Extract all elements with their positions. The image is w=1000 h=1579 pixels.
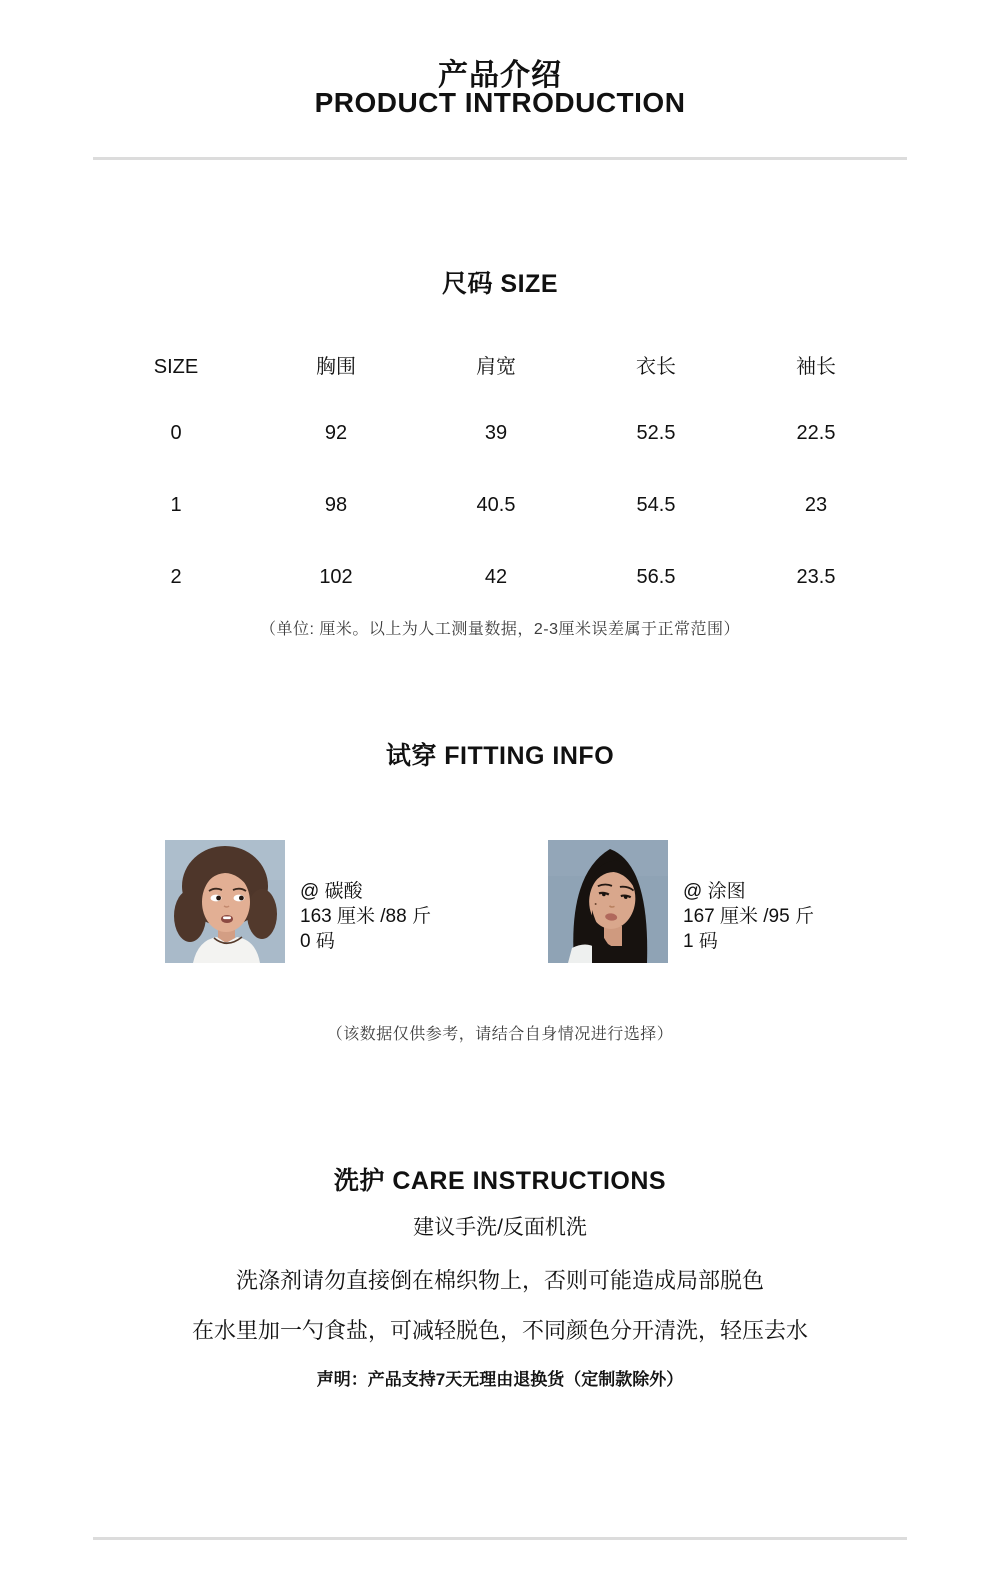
size-table-row <box>96 490 896 520</box>
model-info-2 <box>683 879 814 954</box>
size-table-row <box>96 562 896 592</box>
page-title-english: PRODUCT INTRODUCTION <box>314 87 686 118</box>
fitting-section-heading: 试穿 FITTING INFO <box>385 742 615 770</box>
size-table-row <box>96 418 896 448</box>
size-table-cell: 22.5 <box>796 422 836 444</box>
care-instruction-line: 洗涤剂请勿直接倒在棉织物上，否则可能造成局部脱色 <box>235 1268 764 1293</box>
model-info-1 <box>300 879 431 954</box>
size-table-cell: 54.5 <box>636 494 676 516</box>
model-stats: 163 厘米 /88 斤 <box>300 906 431 927</box>
size-table-cell: 98 <box>324 494 348 516</box>
size-table-cell: 39 <box>484 422 508 444</box>
size-table-header: 袖长 <box>796 356 836 378</box>
model-stats: 167 厘米 /95 斤 <box>683 906 814 927</box>
size-table-header: 肩宽 <box>476 356 516 378</box>
care-instruction-line: 在水里加一勺食盐，可减轻脱色，不同颜色分开清洗，轻压去水 <box>191 1318 808 1343</box>
size-table-header: 胸围 <box>316 356 356 378</box>
model-handle: @ 涂图 <box>683 881 746 902</box>
care-section-heading: 洗护 CARE INSTRUCTIONS <box>333 1167 667 1195</box>
size-section-heading: 尺码 SIZE <box>441 270 558 298</box>
fitting-note: （该数据仅供参考，请结合自身情况进行选择） <box>326 1026 674 1043</box>
model-size: 0 码 <box>300 931 335 952</box>
size-table-header-row <box>96 352 896 382</box>
size-table-cell: 42 <box>484 566 508 588</box>
model-size: 1 码 <box>683 931 718 952</box>
section-divider-top <box>93 157 907 160</box>
size-table-header: SIZE <box>153 356 199 378</box>
model-portrait-image-1 <box>165 840 285 963</box>
size-table-cell: 40.5 <box>476 494 516 516</box>
model-handle: @ 碳酸 <box>300 881 363 902</box>
size-table-cell: 1 <box>170 494 182 516</box>
size-table-cell: 52.5 <box>636 422 676 444</box>
size-table-cell: 2 <box>170 566 182 588</box>
size-table-cell: 102 <box>319 566 353 588</box>
size-table-header: 衣长 <box>636 356 676 378</box>
model-portrait-image-2 <box>548 840 668 963</box>
size-table-cell: 56.5 <box>636 566 676 588</box>
size-table-note: （单位: 厘米。以上为人工测量数据，2-3厘米误差属于正常范围） <box>259 621 741 638</box>
page-title-chinese: 产品介绍 <box>438 59 562 92</box>
size-table-cell: 23.5 <box>796 566 836 588</box>
care-instruction-line: 建议手洗/反面机洗 <box>413 1216 587 1239</box>
size-table-cell: 92 <box>324 422 348 444</box>
size-table-cell: 23 <box>804 494 828 516</box>
return-policy-disclaimer: 声明：产品支持7天无理由退换货（定制款除外） <box>316 1370 684 1389</box>
section-divider-bottom <box>93 1537 907 1540</box>
size-table-cell: 0 <box>170 422 182 444</box>
